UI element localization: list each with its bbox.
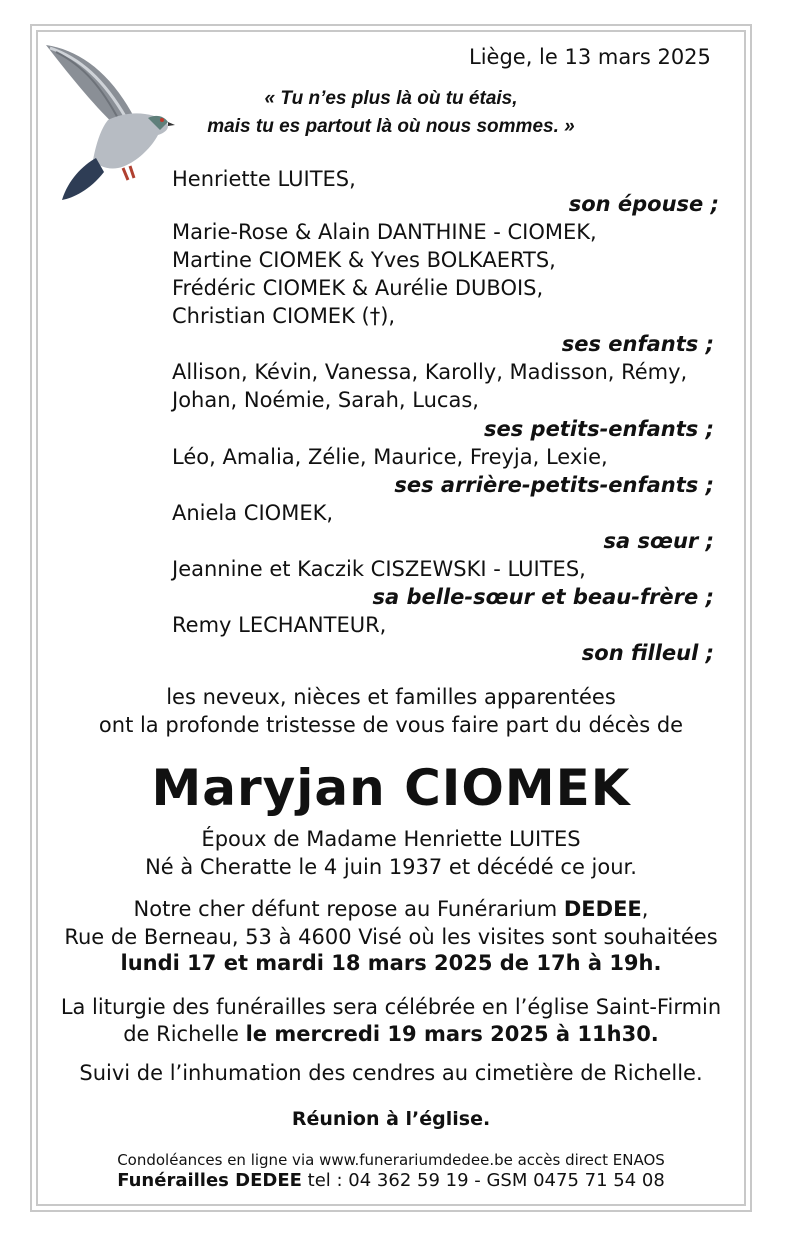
contact-numbers: tel : 04 362 59 19 - GSM 0475 71 54 08 <box>301 1170 665 1191</box>
liturgy-line-2 <box>36 1021 746 1047</box>
dove-tail <box>62 158 104 200</box>
spouse-role: son épouse ; <box>568 192 719 216</box>
spouse-name: Henriette LUITES, <box>172 167 356 191</box>
grandchildren-line-1: Allison, Kévin, Vanessa, Karolly, Madisson, Rémy, <box>172 360 688 384</box>
child-line-3: Frédéric CIOMEK & Aurélie DUBOIS, <box>172 276 544 300</box>
meeting-line: Réunion à l’église. <box>291 1108 491 1130</box>
address-line: Rue de Berneau, 53 à 4600 Visé où les visites sont souhaitées <box>64 925 718 949</box>
repose-line <box>36 896 746 922</box>
quote-line-2: mais tu es partout là où nous sommes. » <box>207 116 575 137</box>
grandchildren-role: ses petits-enfants ; <box>483 417 714 441</box>
visit-dates: lundi 17 et mardi 18 mars 2025 de 17h à 19h. <box>120 951 662 975</box>
liturgy-date: le mercredi 19 mars 2025 à 11h30. <box>245 1022 659 1046</box>
in-laws-role: sa belle-sœur et beau-frère ; <box>372 585 714 609</box>
great-grandchildren-line: Léo, Amalia, Zélie, Maurice, Freyja, Lexie, <box>172 445 608 469</box>
child-line-1: Marie-Rose & Alain DANTHINE - CIOMEK, <box>172 220 597 244</box>
child-line-2: Martine CIOMEK & Yves BOLKAERTS, <box>172 248 556 272</box>
child-line-4: Christian CIOMEK (†), <box>172 304 396 328</box>
burial-line: Suivi de l’inhumation des cendres au cimetière de Richelle. <box>79 1061 703 1085</box>
contact-line <box>36 1170 746 1192</box>
liturgy-line-1: La liturgie des funérailles sera célébrée en l’église Saint-Firmin <box>60 995 722 1019</box>
company-name: Funérailles DEDEE <box>117 1170 302 1191</box>
birth-death-line: Né à Cheratte le 4 juin 1937 et décédé ce jour. <box>145 855 637 879</box>
great-grandchildren-role: ses arrière-petits-enfants ; <box>394 473 714 497</box>
quote-line-1: « Tu n’es plus là où tu étais, <box>264 88 518 109</box>
repose-prefix: Notre cher défunt repose au Funérarium <box>133 897 564 921</box>
godson-name: Remy LECHANTEUR, <box>172 613 387 637</box>
godson-role: son filleul ; <box>581 641 714 665</box>
spouse-of-line: Époux de Madame Henriette LUITES <box>201 827 581 851</box>
dove-feet <box>123 166 134 180</box>
place-date: Liège, le 13 mars 2025 <box>469 45 711 69</box>
deceased-name: Maryjan CIOMEK <box>151 759 631 817</box>
relatives-line-2: ont la profonde tristesse de vous faire part du décès de <box>98 713 684 737</box>
grandchildren-line-2: Johan, Noémie, Sarah, Lucas, <box>172 388 479 412</box>
condolences-line: Condoléances en ligne via www.funerariumdedee.be accès direct ENAOS <box>117 1151 665 1169</box>
children-role: ses enfants ; <box>561 332 714 356</box>
relatives-line-1: les neveux, nièces et familles apparentées <box>166 685 616 709</box>
funerarium-name: DEDEE <box>563 897 642 921</box>
sister-role: sa sœur ; <box>603 529 714 553</box>
liturgy-prefix: de Richelle <box>123 1022 246 1046</box>
in-laws-name: Jeannine et Kaczik CISZEWSKI - LUITES, <box>172 557 586 581</box>
sister-name: Aniela CIOMEK, <box>172 501 334 525</box>
repose-suffix: , <box>641 897 649 921</box>
